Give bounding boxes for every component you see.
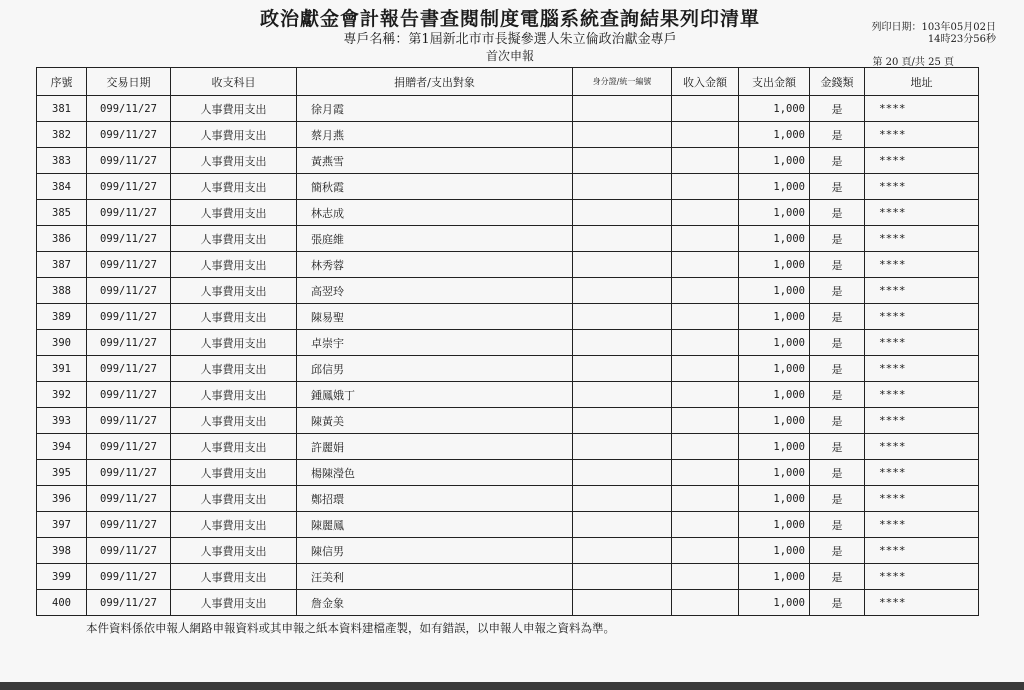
cell-date: 099/11/27 (87, 122, 171, 148)
cell-id-number (573, 200, 672, 226)
cell-address: **** (865, 200, 979, 226)
table-row (37, 382, 979, 408)
cell-date: 099/11/27 (87, 200, 171, 226)
table-row (37, 174, 979, 200)
cell-monetary: 是 (810, 538, 865, 564)
cell-category: 人事費用支出 (171, 512, 297, 538)
table-row (37, 252, 979, 278)
cell-serial: 383 (37, 148, 87, 174)
cell-expense: 1,000 (739, 408, 810, 434)
cell-serial: 397 (37, 512, 87, 538)
cell-expense: 1,000 (739, 200, 810, 226)
cell-id-number (573, 356, 672, 382)
cell-payee: 陳麗鳳 (297, 512, 573, 538)
cell-category: 人事費用支出 (171, 122, 297, 148)
cell-payee: 邱信男 (297, 356, 573, 382)
cell-serial: 386 (37, 226, 87, 252)
table-row (37, 590, 979, 616)
cell-income (672, 304, 739, 330)
header-id-number: 身分證/統一編號 (573, 68, 672, 96)
cell-address: **** (865, 356, 979, 382)
cell-category: 人事費用支出 (171, 382, 297, 408)
cell-expense: 1,000 (739, 356, 810, 382)
cell-id-number (573, 226, 672, 252)
cell-payee: 高翌玲 (297, 278, 573, 304)
print-date (871, 22, 996, 46)
cell-serial: 385 (37, 200, 87, 226)
cell-monetary: 是 (810, 200, 865, 226)
cell-payee: 林秀蓉 (297, 252, 573, 278)
cell-income (672, 590, 739, 616)
cell-income (672, 460, 739, 486)
cell-payee: 蔡月燕 (297, 122, 573, 148)
cell-address: **** (865, 434, 979, 460)
cell-monetary: 是 (810, 564, 865, 590)
cell-expense: 1,000 (739, 278, 810, 304)
cell-income (672, 382, 739, 408)
cell-expense: 1,000 (739, 382, 810, 408)
cell-income (672, 564, 739, 590)
cell-address: **** (865, 382, 979, 408)
table-row (37, 304, 979, 330)
table-row (37, 96, 979, 122)
table-row (37, 434, 979, 460)
cell-monetary: 是 (810, 122, 865, 148)
header-serial: 序號 (37, 68, 87, 96)
cell-category: 人事費用支出 (171, 174, 297, 200)
print-date-line2: 14時23分56秒 (927, 34, 996, 45)
cell-address: **** (865, 408, 979, 434)
cell-category: 人事費用支出 (171, 590, 297, 616)
cell-expense: 1,000 (739, 148, 810, 174)
cell-income (672, 200, 739, 226)
cell-category: 人事費用支出 (171, 564, 297, 590)
table-row (37, 512, 979, 538)
cell-serial: 384 (37, 174, 87, 200)
cell-expense: 1,000 (739, 122, 810, 148)
cell-income (672, 538, 739, 564)
cell-id-number (573, 486, 672, 512)
account-name: 專戶名稱：第1屆新北市市長擬參選人朱立倫政治獻金專戶 (343, 32, 677, 47)
cell-address: **** (865, 538, 979, 564)
cell-id-number (573, 512, 672, 538)
cell-income (672, 330, 739, 356)
cell-category: 人事費用支出 (171, 226, 297, 252)
cell-id-number (573, 590, 672, 616)
cell-serial: 391 (37, 356, 87, 382)
cell-address: **** (865, 564, 979, 590)
cell-income (672, 174, 739, 200)
cell-address: **** (865, 226, 979, 252)
cell-date: 099/11/27 (87, 330, 171, 356)
cell-category: 人事費用支出 (171, 486, 297, 512)
cell-date: 099/11/27 (87, 512, 171, 538)
table-header-row (37, 68, 979, 96)
cell-payee: 陳易聖 (297, 304, 573, 330)
cell-address: **** (865, 252, 979, 278)
cell-expense: 1,000 (739, 434, 810, 460)
table-row (37, 148, 979, 174)
cell-date: 099/11/27 (87, 538, 171, 564)
page-bottom-edge (0, 682, 1024, 690)
cell-date: 099/11/27 (87, 564, 171, 590)
header-address: 地址 (865, 68, 979, 96)
document-title: 政治獻金會計報告書查閱制度電腦系統查詢結果列印清單 (259, 8, 760, 30)
header-payee: 捐贈者/支出對象 (297, 68, 573, 96)
cell-id-number (573, 408, 672, 434)
cell-date: 099/11/27 (87, 590, 171, 616)
cell-expense: 1,000 (739, 304, 810, 330)
cell-income (672, 148, 739, 174)
cell-income (672, 486, 739, 512)
cell-category: 人事費用支出 (171, 408, 297, 434)
cell-address: **** (865, 96, 979, 122)
cell-monetary: 是 (810, 304, 865, 330)
cell-date: 099/11/27 (87, 304, 171, 330)
cell-serial: 389 (37, 304, 87, 330)
header-expense: 支出金額 (739, 68, 810, 96)
table-row (37, 200, 979, 226)
cell-payee: 林志成 (297, 200, 573, 226)
cell-expense: 1,000 (739, 330, 810, 356)
cell-expense: 1,000 (739, 512, 810, 538)
cell-id-number (573, 278, 672, 304)
cell-serial: 395 (37, 460, 87, 486)
cell-id-number (573, 122, 672, 148)
cell-id-number (573, 538, 672, 564)
cell-monetary: 是 (810, 512, 865, 538)
table-row (37, 564, 979, 590)
cell-expense: 1,000 (739, 590, 810, 616)
cell-category: 人事費用支出 (171, 200, 297, 226)
cell-monetary: 是 (810, 330, 865, 356)
cell-payee: 鄭招環 (297, 486, 573, 512)
cell-income (672, 512, 739, 538)
cell-date: 099/11/27 (87, 226, 171, 252)
cell-income (672, 122, 739, 148)
cell-id-number (573, 96, 672, 122)
cell-category: 人事費用支出 (171, 434, 297, 460)
cell-category: 人事費用支出 (171, 330, 297, 356)
cell-income (672, 408, 739, 434)
cell-address: **** (865, 330, 979, 356)
report-type: 首次申報 (485, 49, 534, 63)
cell-id-number (573, 460, 672, 486)
cell-monetary: 是 (810, 252, 865, 278)
cell-serial: 396 (37, 486, 87, 512)
cell-address: **** (865, 304, 979, 330)
cell-serial: 400 (37, 590, 87, 616)
cell-id-number (573, 148, 672, 174)
cell-address: **** (865, 148, 979, 174)
cell-income (672, 278, 739, 304)
cell-payee: 詹金象 (297, 590, 573, 616)
cell-address: **** (865, 512, 979, 538)
cell-monetary: 是 (810, 148, 865, 174)
cell-payee: 卓崇宇 (297, 330, 573, 356)
cell-payee: 黃燕雪 (297, 148, 573, 174)
cell-serial: 398 (37, 538, 87, 564)
cell-monetary: 是 (810, 382, 865, 408)
cell-serial: 399 (37, 564, 87, 590)
cell-payee: 鍾鳳娥丁 (297, 382, 573, 408)
cell-serial: 382 (37, 122, 87, 148)
cell-payee: 汪美利 (297, 564, 573, 590)
cell-income (672, 356, 739, 382)
cell-address: **** (865, 174, 979, 200)
table-row (37, 356, 979, 382)
cell-monetary: 是 (810, 96, 865, 122)
cell-date: 099/11/27 (87, 434, 171, 460)
cell-expense: 1,000 (739, 96, 810, 122)
cell-monetary: 是 (810, 460, 865, 486)
cell-expense: 1,000 (739, 252, 810, 278)
cell-payee: 許麗娟 (297, 434, 573, 460)
donation-table (36, 67, 979, 616)
cell-serial: 394 (37, 434, 87, 460)
cell-expense: 1,000 (739, 486, 810, 512)
cell-expense: 1,000 (739, 174, 810, 200)
cell-address: **** (865, 486, 979, 512)
cell-id-number (573, 304, 672, 330)
cell-income (672, 434, 739, 460)
cell-monetary: 是 (810, 278, 865, 304)
cell-date: 099/11/27 (87, 460, 171, 486)
cell-date: 099/11/27 (87, 252, 171, 278)
header-category: 收支科目 (171, 68, 297, 96)
cell-serial: 393 (37, 408, 87, 434)
page-info: 第 20 頁/共 25 頁 (872, 57, 954, 68)
cell-date: 099/11/27 (87, 382, 171, 408)
cell-expense: 1,000 (739, 460, 810, 486)
table-row (37, 538, 979, 564)
header-income: 收入金額 (672, 68, 739, 96)
cell-id-number (573, 564, 672, 590)
cell-serial: 390 (37, 330, 87, 356)
cell-payee: 陳信男 (297, 538, 573, 564)
cell-serial: 392 (37, 382, 87, 408)
cell-category: 人事費用支出 (171, 538, 297, 564)
cell-id-number (573, 252, 672, 278)
cell-monetary: 是 (810, 226, 865, 252)
cell-monetary: 是 (810, 486, 865, 512)
cell-payee: 簡秋霞 (297, 174, 573, 200)
cell-expense: 1,000 (739, 538, 810, 564)
cell-monetary: 是 (810, 434, 865, 460)
cell-category: 人事費用支出 (171, 460, 297, 486)
footer-note: 本件資料係依申報人網路申報資料或其申報之紙本資料建檔產製，如有錯誤，以申報人申報之資料為準。 (86, 621, 615, 635)
cell-category: 人事費用支出 (171, 252, 297, 278)
cell-payee: 徐月霞 (297, 96, 573, 122)
cell-address: **** (865, 590, 979, 616)
cell-payee: 陳黃美 (297, 408, 573, 434)
cell-income (672, 252, 739, 278)
cell-date: 099/11/27 (87, 148, 171, 174)
table-row (37, 486, 979, 512)
cell-id-number (573, 174, 672, 200)
cell-category: 人事費用支出 (171, 278, 297, 304)
cell-serial: 381 (37, 96, 87, 122)
table-row (37, 460, 979, 486)
cell-id-number (573, 382, 672, 408)
cell-expense: 1,000 (739, 564, 810, 590)
cell-payee: 張庭維 (297, 226, 573, 252)
cell-date: 099/11/27 (87, 278, 171, 304)
cell-address: **** (865, 278, 979, 304)
cell-date: 099/11/27 (87, 96, 171, 122)
cell-monetary: 是 (810, 590, 865, 616)
cell-monetary: 是 (810, 356, 865, 382)
cell-date: 099/11/27 (87, 174, 171, 200)
cell-id-number (573, 330, 672, 356)
cell-id-number (573, 434, 672, 460)
table-row (37, 278, 979, 304)
header-date: 交易日期 (87, 68, 171, 96)
cell-monetary: 是 (810, 174, 865, 200)
cell-category: 人事費用支出 (171, 304, 297, 330)
cell-category: 人事費用支出 (171, 96, 297, 122)
header-monetary: 金錢類 (810, 68, 865, 96)
cell-monetary: 是 (810, 408, 865, 434)
table-row (37, 226, 979, 252)
table-row (37, 122, 979, 148)
cell-payee: 楊陳瀅色 (297, 460, 573, 486)
cell-date: 099/11/27 (87, 486, 171, 512)
cell-income (672, 226, 739, 252)
cell-address: **** (865, 122, 979, 148)
cell-address: **** (865, 460, 979, 486)
cell-category: 人事費用支出 (171, 356, 297, 382)
cell-date: 099/11/27 (87, 356, 171, 382)
cell-serial: 387 (37, 252, 87, 278)
print-date-line1: 列印日期：103年05月02日 (871, 22, 996, 33)
cell-serial: 388 (37, 278, 87, 304)
cell-expense: 1,000 (739, 226, 810, 252)
cell-category: 人事費用支出 (171, 148, 297, 174)
table-row (37, 330, 979, 356)
cell-income (672, 96, 739, 122)
cell-date: 099/11/27 (87, 408, 171, 434)
table-row (37, 408, 979, 434)
